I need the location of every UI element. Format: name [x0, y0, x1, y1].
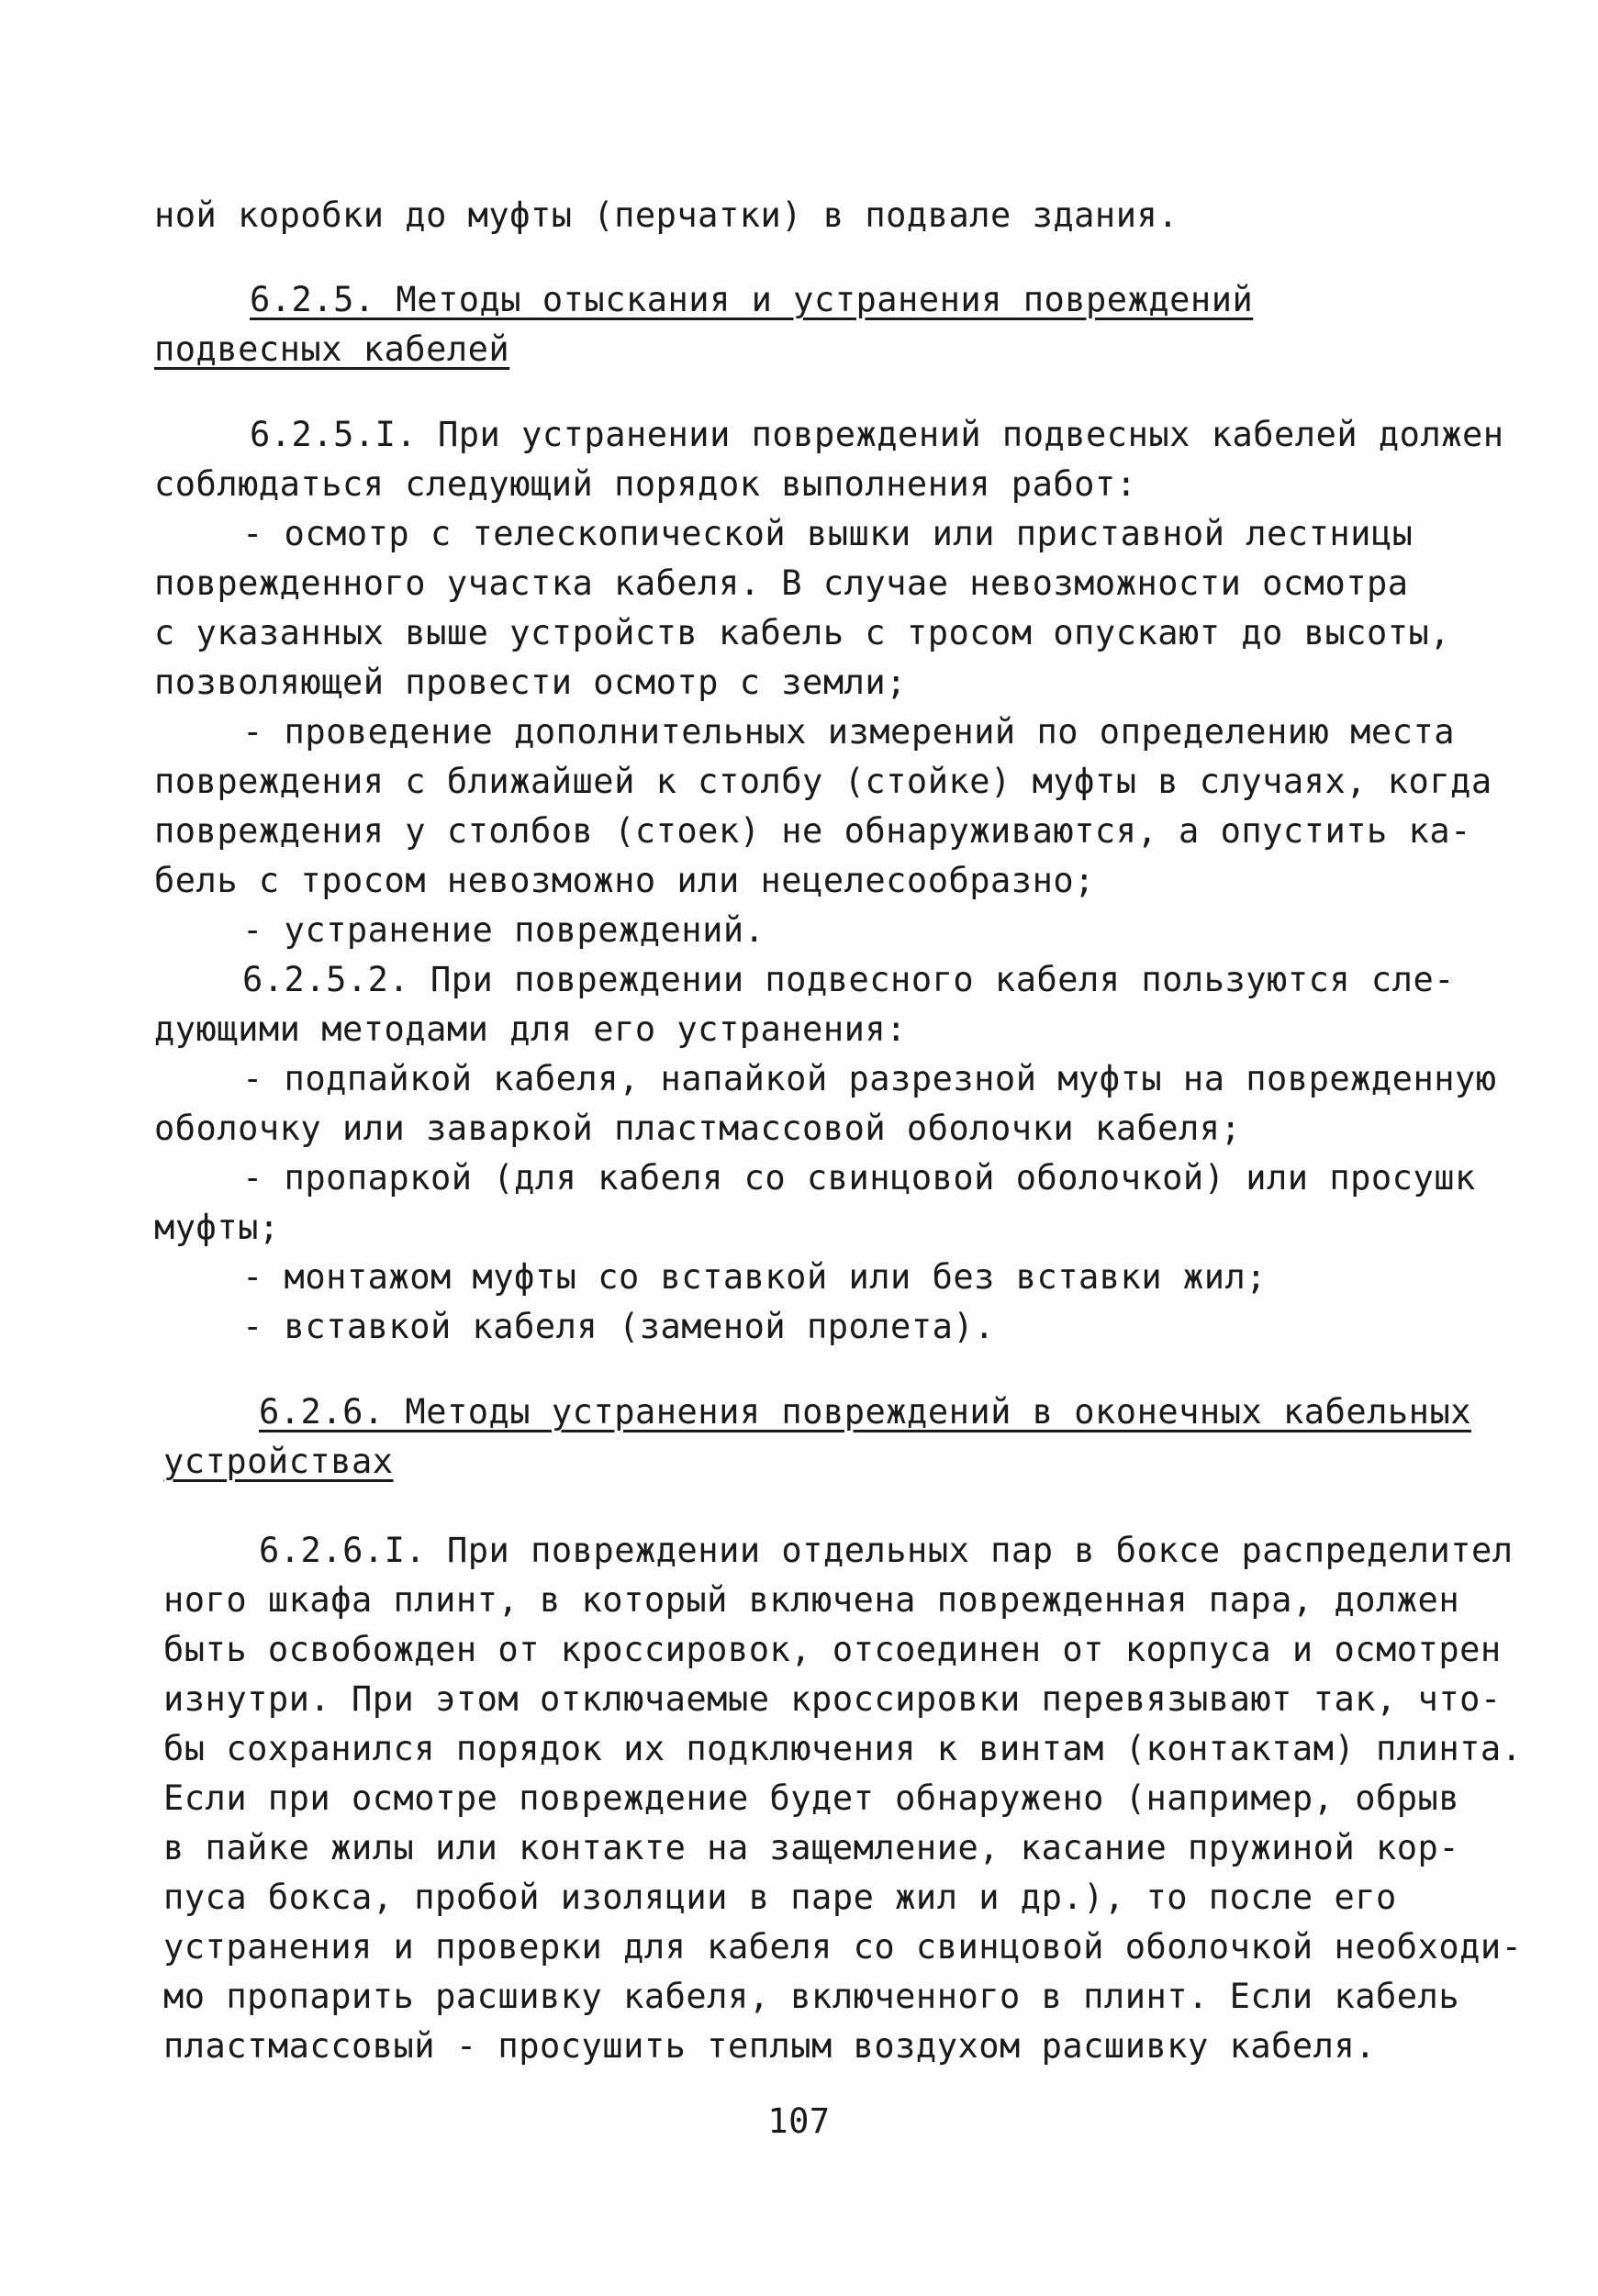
- page-number: 107: [767, 2101, 831, 2141]
- text-line: быть освобожден от кроссировок, отсоединен от корпуса и осмотрен: [163, 1630, 1502, 1669]
- text-line: соблюдаться следующий порядок выполнения работ:: [154, 464, 1137, 504]
- text-line: - монтажом муфты со вставкой или без вставки жил;: [242, 1257, 1268, 1297]
- text-line: пластмассовый - просушить теплым воздухом расшивку кабеля.: [163, 2026, 1377, 2066]
- section-heading: устройствах: [163, 1442, 394, 1481]
- text-line: бы сохранился порядок их подключения к винтам (контактам) плинта.: [163, 1729, 1523, 1768]
- text-line: - пропаркой (для кабеля со свинцовой оболочкой) или просушк: [242, 1158, 1476, 1198]
- text-line: ного шкафа плинт, в который включена поврежденная пара, должен: [163, 1580, 1460, 1620]
- text-line: - вставкой кабеля (заменой пролета).: [242, 1307, 995, 1346]
- text-line: - проведение дополнительных измерений по определению места: [242, 712, 1456, 752]
- text-line: - осмотр с телескопической вышки или приставной лестницы: [242, 514, 1414, 553]
- text-line: мо пропарить расшивку кабеля, включенного в плинт. Если кабель: [163, 1977, 1460, 2016]
- text-line: с указанных выше устройств кабель с тросом опускают до высоты,: [154, 613, 1451, 652]
- text-line: - устранение повреждений.: [242, 910, 765, 950]
- section-heading: подвесных кабелей: [154, 329, 510, 369]
- text-line: 6.2.5.2. При повреждении подвесного кабеля пользуются сле-: [242, 960, 1456, 999]
- text-line: ной коробки до муфты (перчатки) в подвале здания.: [154, 195, 1179, 235]
- text-line: изнутри. При этом отключаемые кроссировки перевязывают так, что-: [163, 1679, 1502, 1719]
- text-line: оболочку или заваркой пластмассовой оболочки кабеля;: [154, 1109, 1242, 1148]
- text-line: дующими методами для его устранения:: [154, 1009, 907, 1049]
- text-line: повреждения у столбов (стоек) не обнаруживаются, а опустить ка-: [154, 811, 1471, 851]
- text-line: - подпайкой кабеля, напайкой разрезной муфты на поврежденную: [242, 1059, 1497, 1098]
- text-line: бель с тросом невозможно или нецелесообразно;: [154, 861, 1095, 900]
- section-heading: 6.2.5. Методы отыскания и устранения повреждений: [250, 280, 1254, 319]
- text-line: 6.2.5.I. При устранении повреждений подвесных кабелей должен: [250, 415, 1504, 454]
- text-line: поврежденного участка кабеля. В случае невозможности осмотра: [154, 563, 1409, 603]
- text-line: повреждения с ближайшей к столбу (стойке) муфты в случаях, когда: [154, 762, 1492, 801]
- section-heading: 6.2.6. Методы устранения повреждений в оконечных кабельных: [259, 1392, 1472, 1432]
- text-line: пуса бокса, пробой изоляции в паре жил и др.), то после его: [163, 1878, 1397, 1917]
- text-line: муфты;: [154, 1208, 280, 1247]
- text-line: устранения и проверки для кабеля со свинцовой оболочкой необходи-: [163, 1927, 1523, 1967]
- text-line: 6.2.6.I. При повреждении отдельных пар в боксе распределител: [259, 1531, 1514, 1570]
- text-line: позволяющей провести осмотр с земли;: [154, 663, 907, 702]
- text-line: Если при осмотре повреждение будет обнаружено (например, обрыв: [163, 1778, 1460, 1818]
- text-line: в пайке жилы или контакте на защемление, касание пружиной кор-: [163, 1828, 1460, 1867]
